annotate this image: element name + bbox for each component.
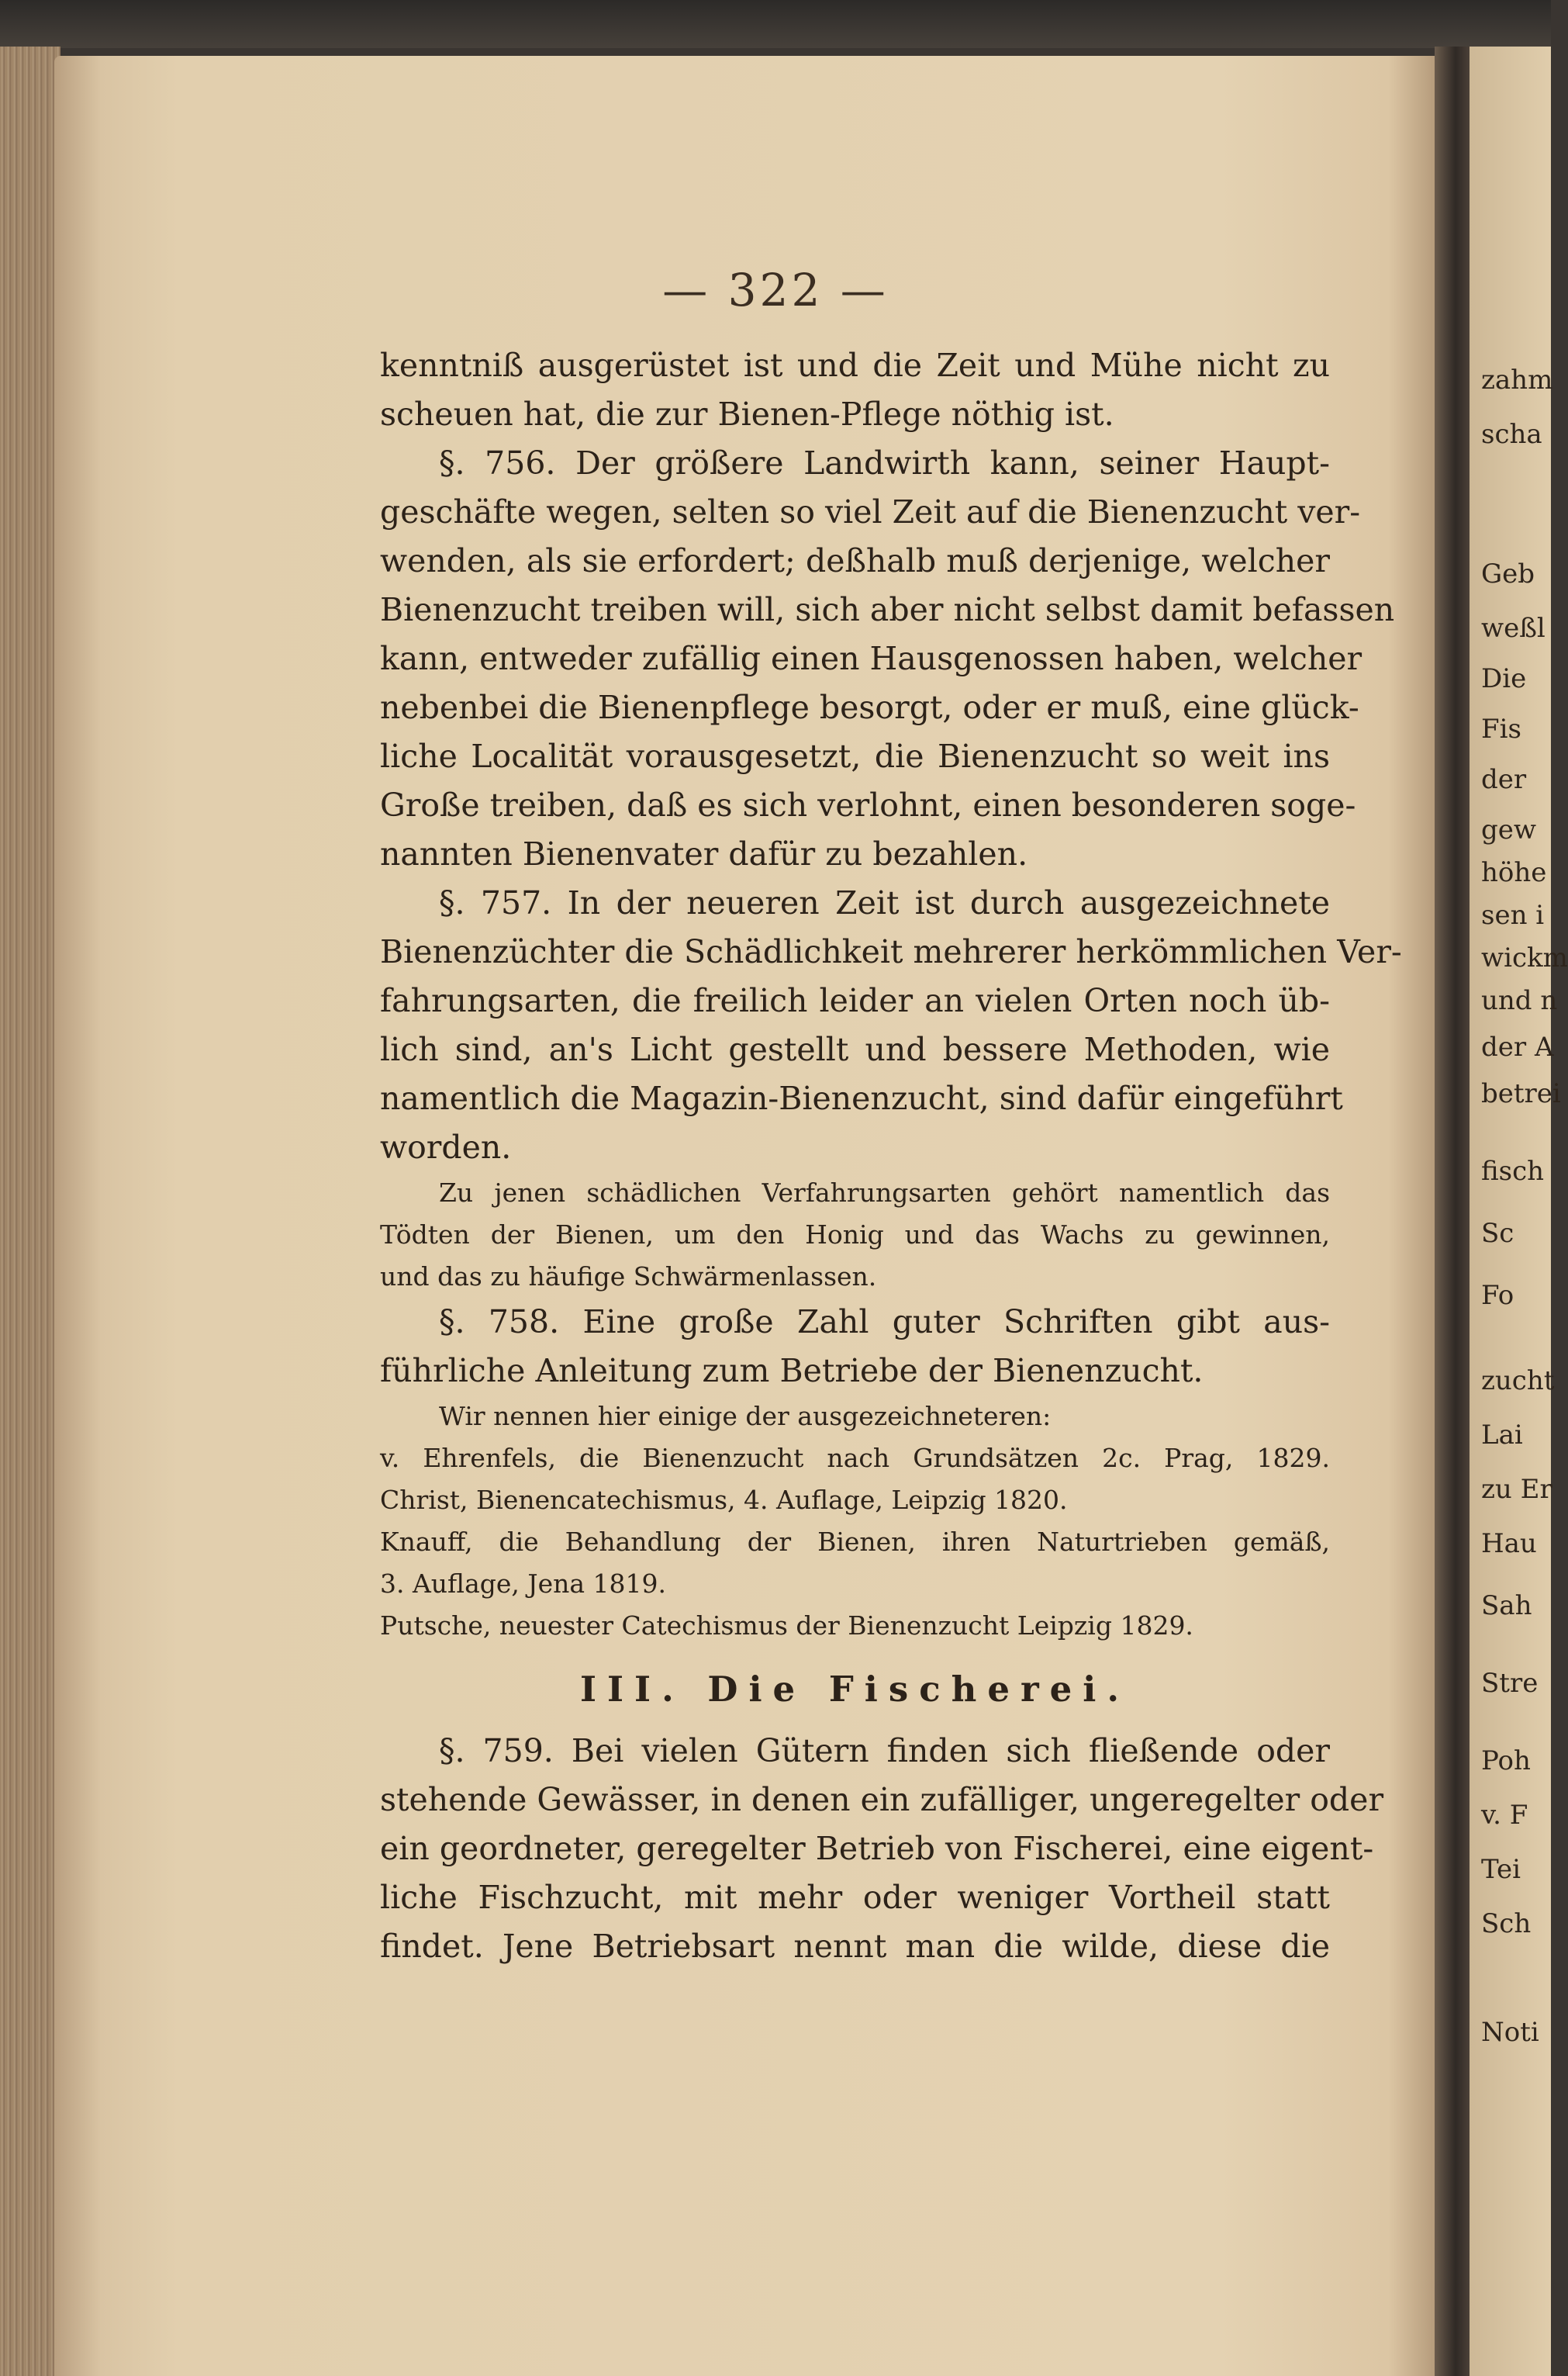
next-page-fragment: zucht <box>1481 1365 1555 1396</box>
page-edges <box>0 47 60 2376</box>
book-gutter <box>1435 47 1470 2376</box>
next-page-fragment: Hau <box>1481 1528 1537 1559</box>
text-line: namentlich die Magazin-Bienenzucht, sind dafür eingeführt <box>380 1080 1343 1117</box>
text-line: lich sind, an's Licht gestellt und bessere Methoden, wie <box>380 1031 1330 1068</box>
next-page-fragment: und n <box>1481 985 1558 1016</box>
reference-line: Christ, Bienencatechismus, 4. Auflage, Leipzig 1820. <box>380 1485 1068 1515</box>
reference-line: v. Ehrenfels, die Bienenzucht nach Grundsätzen 2c. Prag, 1829. <box>380 1443 1330 1473</box>
text-line: fahrungsarten, die freilich leider an vielen Orten noch üb- <box>380 982 1330 1019</box>
section-heading: III. Die Fischerei. <box>579 1669 1131 1710</box>
next-page-fragment: zahm <box>1481 365 1553 396</box>
text-line: kenntniß ausgerüstet ist und die Zeit und Mühe nicht zu <box>380 347 1330 384</box>
text-line: worden. <box>380 1129 512 1166</box>
page-number: — 322 — <box>662 264 889 316</box>
note-line: Tödten der Bienen, um den Honig und das Wachs zu gewinnen, <box>380 1219 1330 1250</box>
next-page-fragment: Sc <box>1481 1218 1514 1249</box>
text-line: kann, entweder zufällig einen Hausgenossen haben, welcher <box>380 640 1363 677</box>
next-page-fragment: Fis <box>1481 714 1521 745</box>
next-page-fragment: Tei <box>1481 1854 1521 1885</box>
next-page-fragment: betrei <box>1481 1078 1561 1109</box>
next-page-fragment: gew <box>1481 814 1536 846</box>
next-page-fragment: Fo <box>1481 1280 1514 1311</box>
text-line: geschäfte wegen, selten so viel Zeit auf die Bienenzucht ver- <box>380 493 1361 531</box>
next-page-fragment: weßl <box>1481 613 1546 644</box>
next-page-fragment: Lai <box>1481 1420 1523 1451</box>
next-page-fragment: Geb <box>1481 559 1535 590</box>
next-page-fragment: Die <box>1481 663 1527 694</box>
text-line: stehende Gewässer, in denen ein zufälliger, ungeregelter oder <box>380 1781 1384 1818</box>
text-line: §. 758. Eine große Zahl guter Schriften gibt aus- <box>439 1303 1330 1340</box>
next-page-fragment: scha <box>1481 419 1542 450</box>
text-line: nebenbei die Bienenpflege besorgt, oder er muß, eine glück- <box>380 689 1359 726</box>
next-page-fragment: zu Er <box>1481 1474 1552 1505</box>
next-page-fragment: Stre <box>1481 1668 1539 1699</box>
next-page-fragment: der <box>1481 764 1527 795</box>
text-line: Bienenzucht treiben will, sich aber nicht selbst damit befassen <box>380 591 1395 628</box>
next-page-fragment: der A <box>1481 1032 1554 1063</box>
text-line: Große treiben, daß es sich verlohnt, einen besonderen soge- <box>380 787 1356 824</box>
text-line: scheuen hat, die zur Bienen-Pflege nöthig ist. <box>380 396 1114 433</box>
next-page-fragment: Sch <box>1481 1908 1532 1939</box>
text-line: liche Localität vorausgesetzt, die Bienenzucht so weit ins <box>380 738 1330 775</box>
note-line: und das zu häufige Schwärmenlassen. <box>380 1261 877 1292</box>
scanner-background <box>0 0 1551 48</box>
text-line: §. 756. Der größere Landwirth kann, seiner Haupt- <box>439 444 1330 482</box>
text-line: nannten Bienenvater dafür zu bezahlen. <box>380 835 1028 873</box>
note-line: Zu jenen schädlichen Verfahrungsarten gehört namentlich das <box>439 1178 1330 1208</box>
next-page-fragment: sen i <box>1481 900 1545 931</box>
text-line: wenden, als sie erfordert; deßhalb muß derjenige, welcher <box>380 542 1330 579</box>
reference-line: Knauff, die Behandlung der Bienen, ihren Naturtrieben gemäß, <box>380 1527 1330 1557</box>
next-page-fragment: v. F <box>1481 1800 1528 1831</box>
text-line: §. 757. In der neueren Zeit ist durch ausgezeichnete <box>439 884 1330 922</box>
next-page-fragment: fisch <box>1481 1156 1545 1187</box>
next-page-fragment: Poh <box>1481 1745 1531 1776</box>
page-body <box>380 341 1402 1971</box>
text-line: liche Fischzucht, mit mehr oder weniger Vortheil statt <box>380 1879 1330 1916</box>
text-line: §. 759. Bei vielen Gütern finden sich fließende oder <box>439 1732 1330 1769</box>
next-page-fragment: Sah <box>1481 1590 1532 1621</box>
text-line: Bienenzüchter die Schädlichkeit mehrerer herkömmlichen Ver- <box>380 933 1402 970</box>
reference-intro: Wir nennen hier einige der ausgezeichneteren: <box>439 1401 1052 1431</box>
next-page-fragment: wickm <box>1481 942 1568 974</box>
reference-line: Putsche, neuester Catechismus der Bienenzucht Leipzig 1829. <box>380 1610 1193 1641</box>
text-line: führliche Anleitung zum Betriebe der Bienenzucht. <box>380 1352 1204 1389</box>
next-page-fragment: höhe <box>1481 857 1547 888</box>
text-line: ein geordneter, geregelter Betrieb von Fischerei, eine eigent- <box>380 1830 1374 1867</box>
next-page-fragment: Noti <box>1481 2017 1539 2048</box>
reference-line: 3. Auflage, Jena 1819. <box>380 1568 667 1599</box>
text-line: findet. Jene Betriebsart nennt man die wilde, diese die <box>380 1928 1330 1965</box>
